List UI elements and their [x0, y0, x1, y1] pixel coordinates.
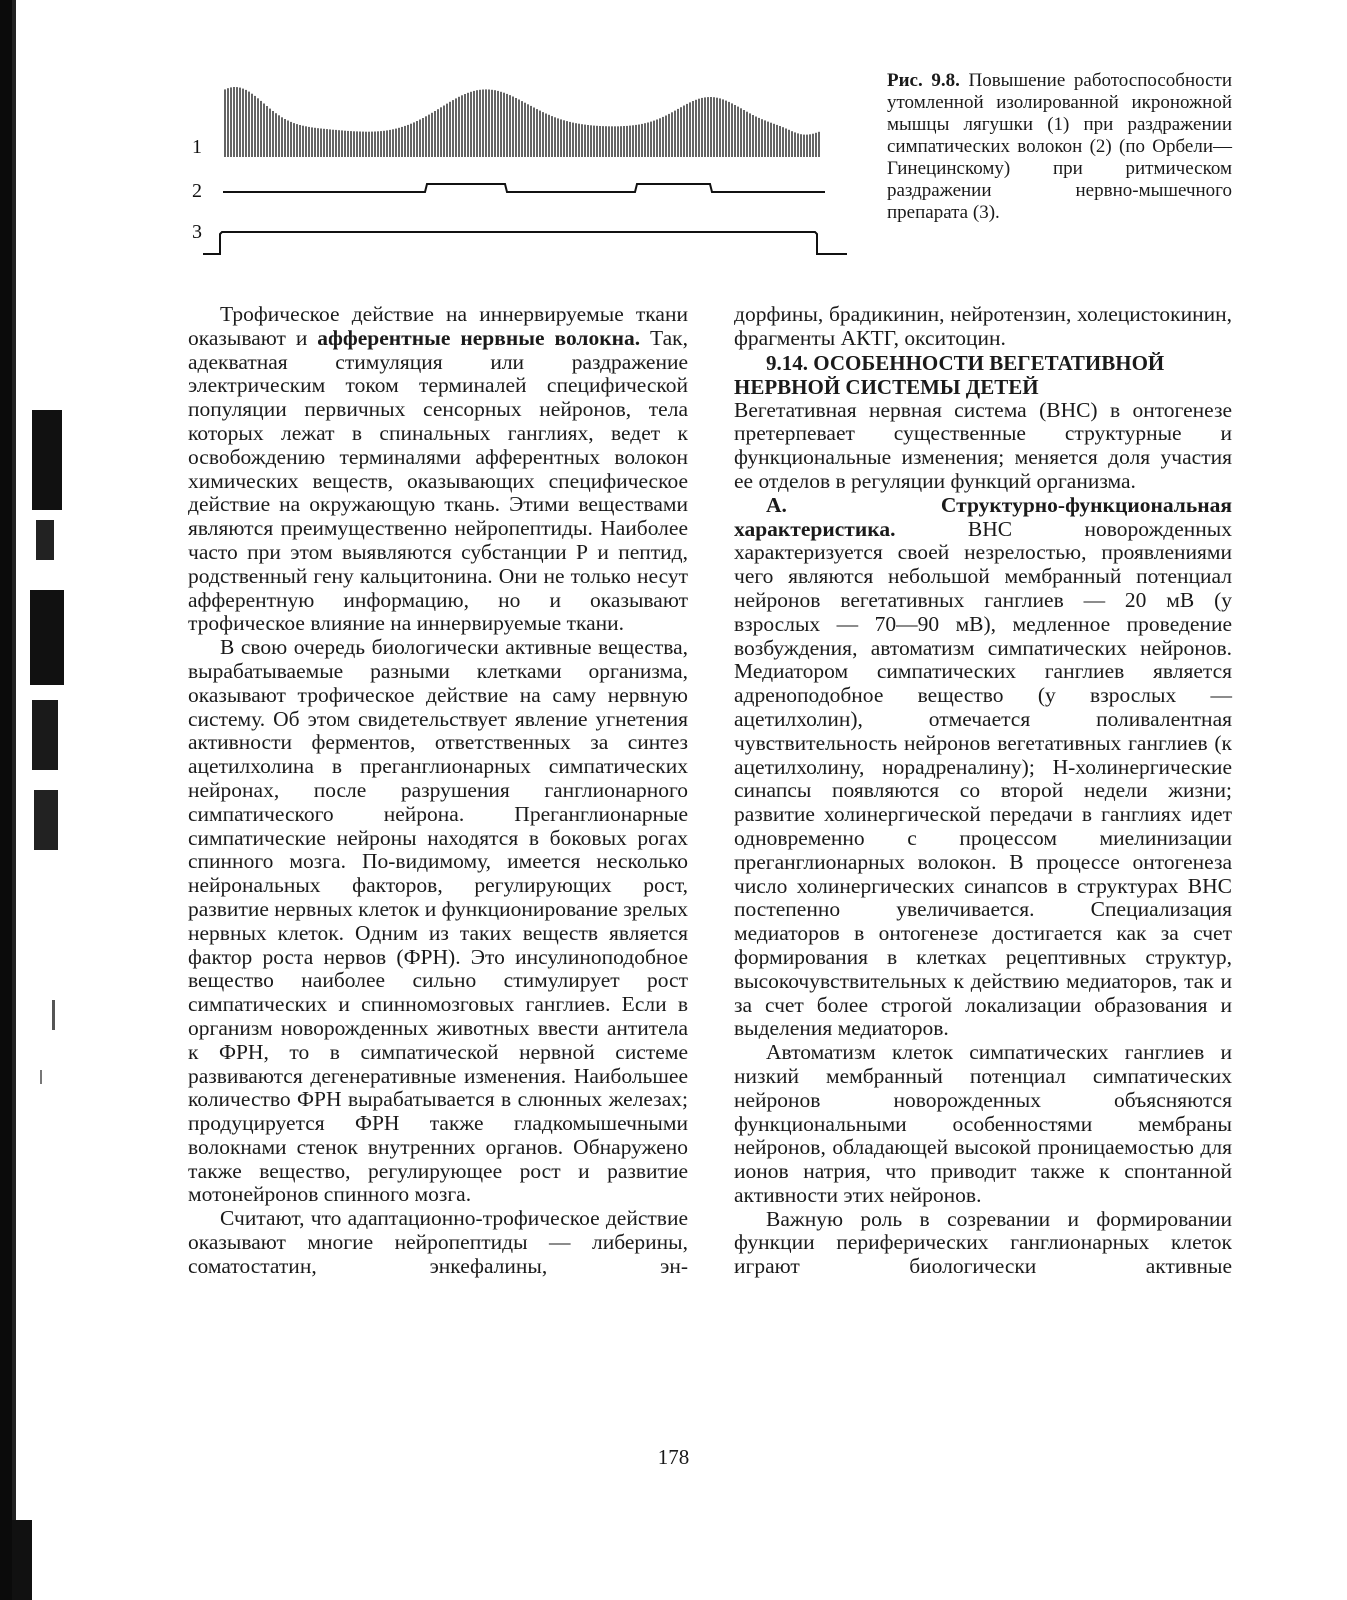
text-run: Трофическое действие на иннервируемые ткани оказывают и	[188, 302, 688, 350]
paragraph: дорфины, брадикинин, нейротензин, холецистокинин, фрагменты АКТГ, окситоцин.	[734, 302, 1232, 350]
paragraph: Автоматизм клеток симпатических ганглиев и низкий мембранный потенциал симпатических нейронов новорожденных объясняются функциональными особенностями мембраны нейронов, обладающей высокой проницаемостью для ионов натрия, что приводит также к спонтанной активности этих нейронов.	[734, 1040, 1232, 1207]
paragraph: Вегетативная нервная система (ВНС) в онтогенезе претерпевает существенные структурные и функциональные изменения; меняется доля участия ее отделов в регуляции функций организма.	[734, 397, 1232, 493]
paragraph	[734, 494, 1232, 1041]
trace-label-1: 1	[192, 136, 202, 158]
muscle-contraction-trace	[225, 87, 819, 157]
left-column	[188, 303, 688, 1279]
paragraph: В свою очередь биологически активные вещества, вырабатываемые разными клетками организма, оказывают трофическое действие на саму нервную систему. Об этом свидетельствует явление угнетения активности ферментов, ответственных за синтез ацетилхолина в преганглионарных симпатических нейронах, после разрушения ганглионарного симпатического нейрона. Преганглионарные симпатические нейроны находятся в боковых рогах спинного мозга. По-видимому, имеется несколько нейрональных факторов, регулирующих рост, развитие нервных клеток и функционирование зрелых нервных клеток. Одним из таких веществ является фактор роста нервов (ФРН). Это инсулиноподобное вещество наиболее сильно стимулирует рост симпатических и спинномозговых ганглиев. Если в организм новорожденных животных ввести антитела к ФРН, то в симпатической нервной системе развиваются дегенеративные изменения. Наибольшее количество ФРН вырабатывается в слюнных железах; продуцируется ФРН также гладкомышечными волокнами стенок внутренних органов. Обнаружено также вещество, регулирующее рост и развитие мотонейронов спинного мозга.	[188, 635, 688, 1207]
myogram-figure	[185, 62, 865, 262]
scan-edge-marks	[12, 0, 72, 1600]
rhythmic-stimulation-trace	[203, 232, 847, 254]
paragraph	[188, 303, 688, 636]
paragraph: Важную роль в созревании и формировании функции периферических ганглионарных клеток играют биологически активные	[734, 1206, 1232, 1279]
paragraph: Считают, что адаптационно-трофическое действие оказывают многие нейропептиды — либерины, соматостатин, энкефалины, эн-	[188, 1206, 688, 1278]
section-heading: 9.14. ОСОБЕННОСТИ ВЕГЕТАТИВНОЙ НЕРВНОЙ СИСТЕМЫ ДЕТЕЙ	[734, 350, 1165, 399]
figure-caption	[887, 70, 1232, 224]
trace-label-2: 2	[192, 180, 202, 202]
figure-9-8	[185, 62, 865, 262]
page-number: 178	[657, 1445, 690, 1469]
sympathetic-stimulation-trace	[223, 184, 825, 192]
scan-edge	[0, 0, 12, 1600]
text-run: ВНС новорожденных характеризуется своей незрелостью, проявлениями чего являются небольшой мембранный потенциал нейронов вегетативных ганглиев — 20 мВ (у взрослых — 70—90 мВ), медленное проведение возбуждения, автоматизм симпатических нейронов. Медиатором симпатических ганглиев является адреноподобное вещество (у взрослых — ацетилхолин), отмечается поливалентная чувствительность нейронов вегетативных ганглиев (к ацетилхолину, норадреналину); Н-холинергические синапсы появляются со второй недели жизни; развитие холинергической передачи в ганглиях идет одновременно с процессом миелинизации преганглионарных волокон. В процессе онтогенеза число холинергических синапсов в структурах ВНС постепенно увеличивается. Специализация медиаторов в онтогенезе достигается как за счет формирования в клетках рецептивных структур, высокочувствительных к действию медиаторов, так и за счет более строгой локализации образования и выделения медиаторов.	[734, 516, 1232, 1041]
text-run: Так, адекватная стимуляция или раздражение электрическим током терминалей специфической популяции первичных сенсорных нейронов, тела которых лежат в спинальных ганглиях, ведет к освобождению терминалями афферентных волокон химических веществ, оказывающих специфическое действие на окружающую ткань. Этими веществами являются преимущественно нейропептиды. Наиболее часто при этом выявляются субстанции Р и пептид, родственный гену кальцитонина. Они не только несут афферентную информацию, но и оказывают трофическое влияние на иннервируемые ткани.	[188, 325, 688, 636]
figure-caption-text: Повышение работоспособности утомленной изолированной икроножной мышцы лягушки (1) при раздражении симпатических волокон (2) (по Орбели—Гинецинскому) при ритмическом раздражении нервно-мышечного препарата (3).	[887, 70, 1232, 223]
trace-label-3: 3	[192, 221, 202, 243]
figure-caption-label: Рис. 9.8.	[887, 70, 960, 91]
bold-term: афферентные нервные волокна.	[317, 325, 641, 350]
bold-term: А. Структурно-функциональная характеристика.	[734, 492, 1232, 541]
right-column	[734, 303, 1232, 1279]
